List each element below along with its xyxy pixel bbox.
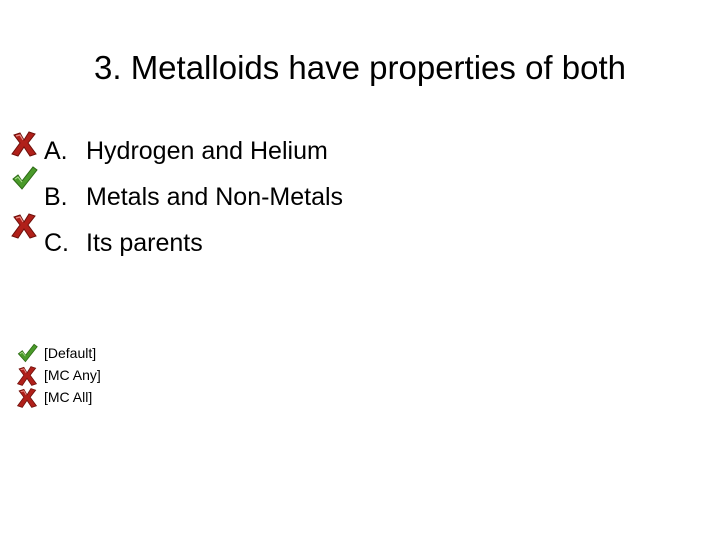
cross-icon: [16, 387, 38, 409]
scoring-option-label: [MC All]: [44, 389, 93, 405]
check-icon: [10, 164, 38, 192]
answer-list: [0, 128, 720, 268]
scoring-options: [0, 340, 720, 420]
scoring-option-mc-any[interactable]: [0, 364, 720, 386]
answer-option-b[interactable]: [0, 174, 720, 220]
check-icon: [16, 342, 38, 364]
cross-icon: [10, 212, 38, 240]
answer-letter: B.: [44, 183, 68, 211]
cross-icon: [16, 365, 38, 387]
answer-text: Hydrogen and Helium: [86, 137, 328, 165]
answer-option-a[interactable]: [0, 128, 720, 174]
scoring-option-mc-all[interactable]: [0, 386, 720, 408]
answer-option-c[interactable]: [0, 220, 720, 266]
question-title: 3. Metalloids have properties of both: [94, 49, 626, 86]
cross-icon: [10, 130, 38, 158]
answer-letter: A.: [44, 137, 68, 165]
scoring-option-label: [MC Any]: [44, 367, 101, 383]
answer-text: Metals and Non-Metals: [86, 183, 344, 211]
answer-text: Its parents: [86, 229, 203, 257]
answer-letter: C.: [44, 229, 69, 257]
scoring-option-default[interactable]: [0, 342, 720, 364]
scoring-option-label: [Default]: [44, 345, 97, 361]
